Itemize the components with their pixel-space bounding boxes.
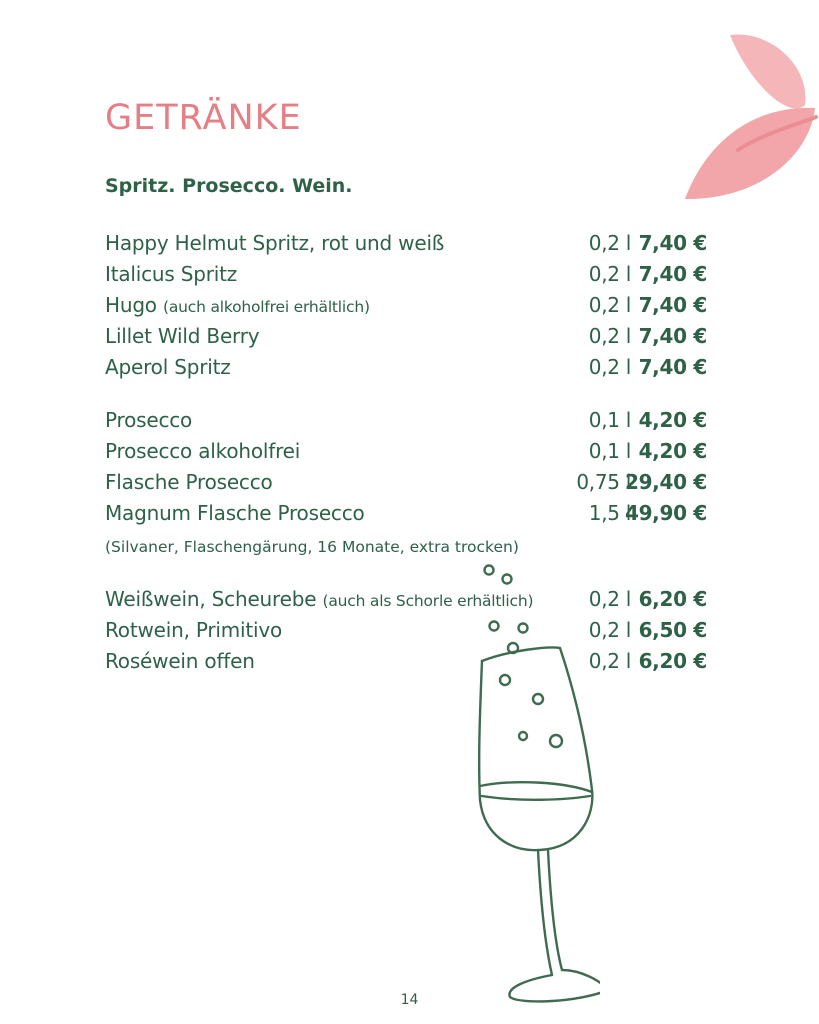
- item-price: 29,40 €: [624, 470, 707, 494]
- item-volume: 0,1 l: [588, 408, 631, 432]
- menu-item: [105, 405, 707, 435]
- menu-item: [105, 615, 707, 645]
- menu-item: [105, 467, 707, 497]
- item-price: 7,40 €: [638, 293, 707, 317]
- item-volume: 0,2 l: [588, 618, 631, 642]
- item-volume: 0,75 l: [576, 470, 631, 494]
- leaf-small-icon: [730, 35, 805, 109]
- page-number: 14: [400, 992, 419, 1008]
- item-price: 6,20 €: [638, 587, 707, 611]
- menu-item: [105, 498, 707, 528]
- item-name: Roséwein offen: [105, 649, 255, 673]
- item-volume: 0,2 l: [588, 262, 631, 286]
- item-volume: 0,2 l: [588, 355, 631, 379]
- item-name: Prosecco: [105, 408, 193, 432]
- item-name: Happy Helmut Spritz, rot und weiß: [105, 231, 445, 255]
- item-price: 7,40 €: [638, 262, 707, 286]
- leaf-decoration-icon: [680, 25, 819, 205]
- section-subtitle: Spritz. Prosecco. Wein.: [105, 175, 353, 197]
- item-note: (auch alkoholfrei erhältlich): [163, 298, 370, 316]
- item-price: 4,20 €: [638, 439, 707, 463]
- item-price: 7,40 €: [638, 231, 707, 255]
- menu-item: [105, 584, 707, 614]
- menu-item: [105, 352, 707, 382]
- leaf-large-icon: [685, 108, 815, 199]
- item-price: 6,50 €: [638, 618, 707, 642]
- item-volume: 0,2 l: [588, 649, 631, 673]
- item-name: Aperol Spritz: [105, 355, 231, 379]
- page-title: GETRÄNKE: [105, 98, 302, 138]
- item-name: Italicus Spritz: [105, 262, 238, 286]
- menu-item: [105, 436, 707, 466]
- menu-item: [105, 321, 707, 351]
- item-volume: 1,5 l: [588, 501, 631, 525]
- item-name: Weißwein, Scheurebe: [105, 587, 317, 611]
- prosecco-footnote: (Silvaner, Flaschengärung, 16 Monate, extra trocken): [105, 538, 519, 556]
- item-name: Prosecco alkoholfrei: [105, 439, 301, 463]
- menu-item: [105, 290, 707, 320]
- item-name: Rotwein, Primitivo: [105, 618, 283, 642]
- menu-item: [105, 646, 707, 676]
- item-price: 7,40 €: [638, 324, 707, 348]
- item-name: Flasche Prosecco: [105, 470, 273, 494]
- item-price: 49,90 €: [624, 501, 707, 525]
- item-name: Hugo: [105, 293, 157, 317]
- item-volume: 0,1 l: [588, 439, 631, 463]
- menu-item: [105, 259, 707, 289]
- item-price: 6,20 €: [638, 649, 707, 673]
- item-name: Magnum Flasche Prosecco: [105, 501, 365, 525]
- item-price: 7,40 €: [638, 355, 707, 379]
- item-note: (auch als Schorle erhältlich): [322, 592, 534, 610]
- item-volume: 0,2 l: [588, 324, 631, 348]
- item-price: 4,20 €: [638, 408, 707, 432]
- item-volume: 0,2 l: [588, 293, 631, 317]
- menu-item: [105, 228, 707, 258]
- item-name: Lillet Wild Berry: [105, 324, 260, 348]
- item-volume: 0,2 l: [588, 231, 631, 255]
- item-volume: 0,2 l: [588, 587, 631, 611]
